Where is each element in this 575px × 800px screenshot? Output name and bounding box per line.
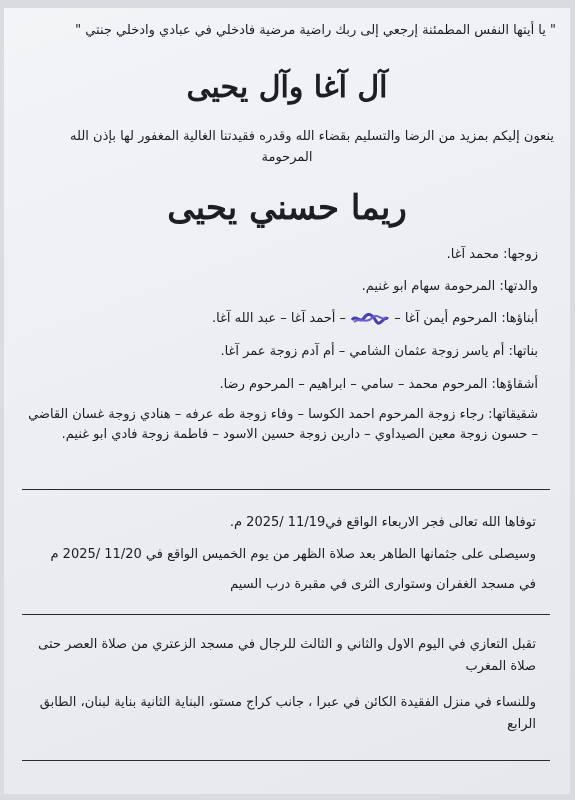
sons-line xyxy=(18,308,538,330)
death-notice: توفاها الله تعالى فجر الاربعاء الواقع في11/19 /2025 م. xyxy=(229,515,536,530)
burial-details: في مسجد الغفران وستوارى الثرى في مقبرة درب السيم xyxy=(230,577,536,592)
ink-scribble-icon xyxy=(350,312,390,326)
condolence-women: وللنساء في منزل الفقيدة الكائن في عبرا ، جانب كراج مستو، البناية الثانية بناية لبنان، الطابق الرابع xyxy=(39,695,536,732)
daughters-line: بناتها: أم ياسر زوجة عثمان الشامي – أم آدم زوجة عمر آغا. xyxy=(220,344,538,359)
condolence-men: تقبل التعازي في اليوم الاول والثاني و الثالث للرجال في مسجد الزعتري من صلاة العصر حتى صلاة المغرب xyxy=(38,637,536,674)
sisters-line: شقيقاتها: رجاء زوجة المرحوم احمد الكوسا – وفاء زوجة طه عرفه – هنادي زوجة غسان القاضي – حسون زوجة معين الصيداوي – دارين زوجة حسين الاسود – فاطمة زوجة فادي ابو غنيم. xyxy=(28,407,538,442)
intro-text-2: المرحومة xyxy=(261,150,313,165)
obituary-sheet xyxy=(4,8,570,794)
husband-line: زوجها: محمد آغا. xyxy=(446,247,538,262)
family-title: آل آغا وآل يحيى xyxy=(186,70,388,105)
mother-line: والدتها: المرحومة سهام ابو غنيم. xyxy=(361,279,538,294)
deceased-name: ريما حسني يحيى xyxy=(167,188,407,228)
sons-text-before: أبناؤها: المرحوم أيمن آغا – xyxy=(394,311,538,326)
funeral-details: وسيصلى على جثمانها الطاهر بعد صلاة الظهر من يوم الخميس الواقع في 11/20 /2025 م xyxy=(50,547,536,562)
brothers-line: أشقاؤها: المرحوم محمد – سامي – ابراهيم – المرحوم رضا. xyxy=(219,377,538,392)
intro-text: ينعون إليكم بمزيد من الرضا والتسليم بقضاء الله وقدره فقيدتنا الغالية المغفور لها بإذن الله xyxy=(70,129,554,144)
quran-verse: " يا أيتها النفس المطمئنة إرجعي إلى ربك راضية مرضية فادخلي في عبادي وادخلي جنتي " xyxy=(75,23,556,38)
divider-2 xyxy=(22,614,550,615)
divider-3 xyxy=(22,760,550,761)
sons-text-after: – أحمد آغا – عبد الله آغا. xyxy=(212,311,347,326)
divider-1 xyxy=(22,489,550,490)
